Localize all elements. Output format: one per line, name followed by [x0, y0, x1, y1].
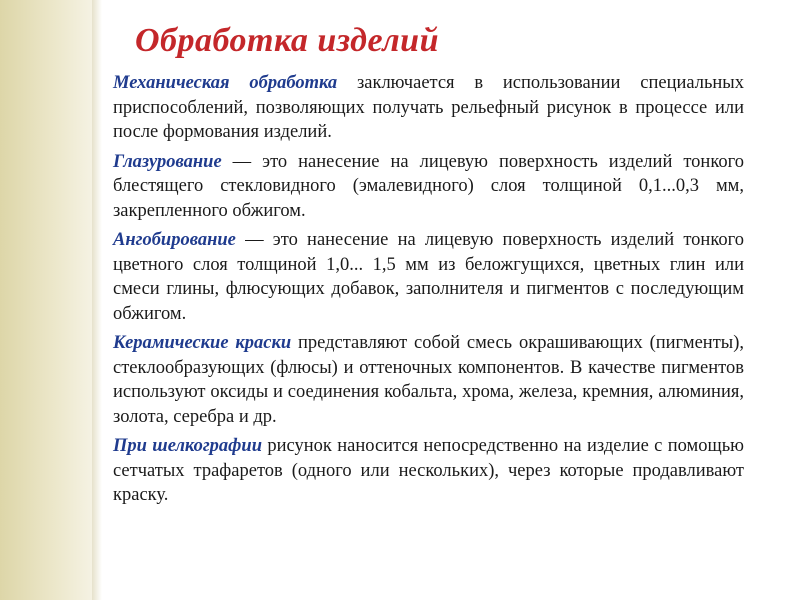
definition-ceramic-paints: представляют собой смесь окрашивающих (пигменты), стеклообразующих (флюсы) и оттеночных компонентов. В качестве пигментов используют оксиды и соединения кобальта, хрома, железа, кремния, алюминия, золота, серебра и др.	[113, 333, 745, 427]
definition-silkscreen: рисунок наносится непосредственно на изделие с помощью сетчатых трафаретов (одного или нескольких), через которые продавливают краску.	[113, 436, 745, 505]
definition-glazing: — это нанесение на лицевую поверхность изделий тонкого блестящего стекловидного (эмалевидного) слоя толщиной 0,1...0,3 мм, закрепленного обжигом.	[113, 151, 744, 221]
definition-engobing: — это нанесение на лицевую поверхность изделий тонкого цветного слоя толщиной 1,0... 1,5 мм из беложгущихся, цветных глин или смеси глины, флюсующих добавок, заполнителя и пигментов с последующим обжигом.	[113, 230, 744, 324]
paragraph-mechanical-processing	[113, 71, 744, 145]
term-ceramic-paints: Керамические краски	[113, 333, 292, 353]
paragraph-engobing	[113, 228, 744, 326]
side-band-shadow	[92, 0, 102, 600]
paragraph-silkscreen	[113, 434, 744, 508]
term-mechanical-processing: Механическая обработка	[113, 73, 338, 93]
slide-body	[113, 71, 744, 513]
paragraph-glazing	[113, 150, 744, 224]
term-silkscreen: При шелкографии	[113, 436, 263, 456]
definition-mechanical-processing: заключается в использовании специальных приспособлений, позволяющих получать рельефный рисунок в процессе или после формования изделий.	[113, 73, 744, 142]
term-engobing: Ангобирование	[113, 230, 236, 250]
decorative-side-band	[0, 0, 92, 600]
slide-title: Обработка изделий	[135, 22, 439, 59]
term-glazing: Глазурование	[113, 151, 222, 172]
paragraph-ceramic-paints	[113, 331, 744, 429]
